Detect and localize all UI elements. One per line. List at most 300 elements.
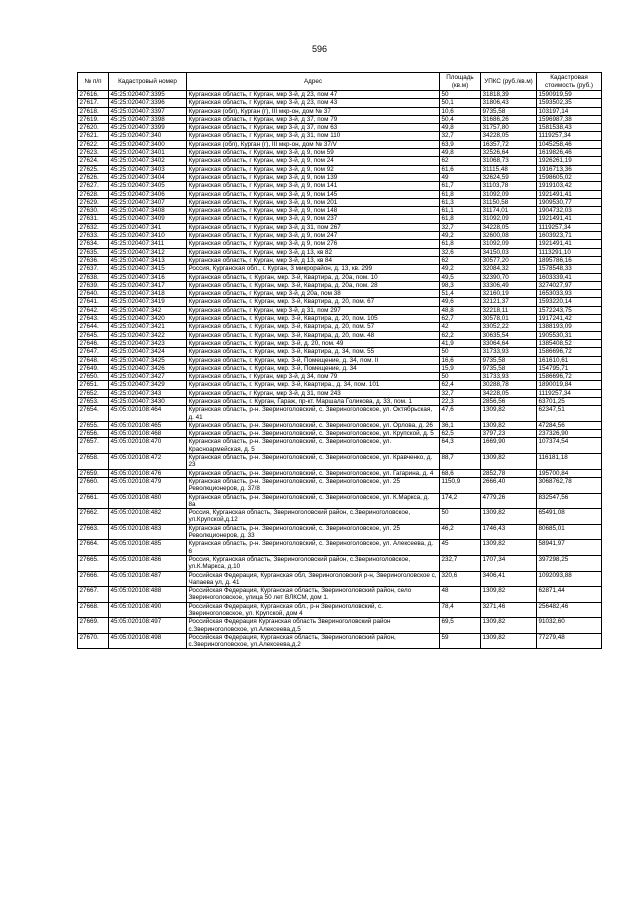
address-cell: Курганская область, г Курган, мкр 3-й, д 37, пом 79 <box>187 115 440 123</box>
cadastral-value-cell: 1904732,03 <box>537 207 602 215</box>
table-row <box>78 381 602 389</box>
row-number-cell: 27628. <box>78 190 109 198</box>
address-cell: Курганская область, г Курган, мкр 3-й, д 9, пом 145 <box>187 190 440 198</box>
address-cell: Курганская (обл), Курган (г), III мкр-он, дом № 37/V <box>187 140 440 148</box>
upks-cell: 31818,39 <box>481 91 537 99</box>
table-row <box>78 198 602 206</box>
table-row <box>78 509 602 525</box>
address-cell: Курганская область, г Курган, мкр 3-й, д 23, пом 47 <box>187 91 440 99</box>
upks-cell: 9735,58 <box>481 356 537 364</box>
column-header: Площадь (кв.м) <box>440 73 481 91</box>
table-row <box>78 182 602 190</box>
cadastral-number-cell: 45:25:020407:3411 <box>109 240 187 248</box>
area-cell: 69,5 <box>440 618 481 634</box>
area-cell: 42 <box>440 323 481 331</box>
area-cell: 61,7 <box>440 182 481 190</box>
row-number-cell: 27657. <box>78 438 109 454</box>
table-row <box>78 364 602 372</box>
row-number-cell: 27641. <box>78 298 109 306</box>
table-row <box>78 540 602 556</box>
cadastral-value-cell: 116181,18 <box>537 454 602 470</box>
upks-cell: 32121,37 <box>481 298 537 306</box>
upks-cell: 33052,22 <box>481 323 537 331</box>
cadastral-number-cell: 45:25:020407:3407 <box>109 198 187 206</box>
upks-cell: 30578,01 <box>481 315 537 323</box>
upks-cell: 32160,19 <box>481 290 537 298</box>
upks-cell: 30577,20 <box>481 256 537 264</box>
cadastral-number-cell: 45:05:020108:486 <box>109 555 187 571</box>
table-row <box>78 306 602 314</box>
cadastral-value-cell: 1921491,41 <box>537 215 602 223</box>
table-row <box>78 190 602 198</box>
address-cell: Российская Федерация, Курганская обл, Звериноголовский р-н, Звериноголовское с, Чапаева ул, д. 41 <box>187 571 440 587</box>
column-header: № п/п <box>78 73 109 91</box>
upks-cell: 33064,64 <box>481 339 537 347</box>
table-row <box>78 493 602 509</box>
area-cell: 50 <box>440 373 481 381</box>
upks-cell: 32600,08 <box>481 232 537 240</box>
cadastral-value-cell: 1603923,71 <box>537 232 602 240</box>
table-row <box>78 571 602 587</box>
area-cell: 22,3 <box>440 397 481 405</box>
cadastral-number-cell: 45:05:020108:465 <box>109 421 187 429</box>
area-cell: 88,7 <box>440 454 481 470</box>
row-number-cell: 27646. <box>78 339 109 347</box>
table-row <box>78 248 602 256</box>
upks-cell: 31092,09 <box>481 240 537 248</box>
row-number-cell: 27667. <box>78 587 109 603</box>
upks-cell: 3406,41 <box>481 571 537 587</box>
table-row <box>78 157 602 165</box>
cadastral-value-cell: 832547,56 <box>537 493 602 509</box>
upks-cell: 2852,78 <box>481 469 537 477</box>
upks-cell: 32526,64 <box>481 149 537 157</box>
cadastral-value-cell: 91032,60 <box>537 618 602 634</box>
row-number-cell: 27648. <box>78 356 109 364</box>
cadastral-number-cell: 45:05:020108:476 <box>109 469 187 477</box>
table-row <box>78 99 602 107</box>
cadastral-number-cell: 45:05:020108:479 <box>109 477 187 493</box>
address-cell: Курганская область, г Курган, мкр 3-й, д 31, пом 243 <box>187 389 440 397</box>
address-cell: Курганская область, г Курган, мкр 3-й, д 37, пом 63 <box>187 124 440 132</box>
area-cell: 49,8 <box>440 124 481 132</box>
upks-cell: 32084,32 <box>481 265 537 273</box>
area-cell: 62,4 <box>440 381 481 389</box>
row-number-cell: 27619. <box>78 115 109 123</box>
area-cell: 32,7 <box>440 132 481 140</box>
address-cell: Курганская область, р-н. Звериноголовский, с. Звериноголовское, ул. Кравченко, д. 23 <box>187 454 440 470</box>
address-cell: Курганская область, г Курган, мкр 3-й, д 31, пом 267 <box>187 223 440 231</box>
table-row <box>78 207 602 215</box>
table-row <box>78 273 602 281</box>
table-row <box>78 91 602 99</box>
row-number-cell: 27617. <box>78 99 109 107</box>
cadastral-number-cell: 45:25:020407:3420 <box>109 315 187 323</box>
area-cell: 49,6 <box>440 298 481 306</box>
cadastral-value-cell: 63701,25 <box>537 397 602 405</box>
cadastral-number-cell: 45:25:020407:3406 <box>109 190 187 198</box>
row-number-cell: 27632. <box>78 223 109 231</box>
cadastral-value-cell: 1917241,42 <box>537 315 602 323</box>
cadastral-number-cell: 45:05:020108:483 <box>109 524 187 540</box>
row-number-cell: 27633. <box>78 232 109 240</box>
cadastral-number-cell: 45:25:020407:3412 <box>109 248 187 256</box>
table-row <box>78 633 602 649</box>
upks-cell: 31103,78 <box>481 182 537 190</box>
row-number-cell: 27653. <box>78 397 109 405</box>
cadastral-value-cell: 1119257,34 <box>537 389 602 397</box>
table-row <box>78 356 602 364</box>
area-cell: 51,4 <box>440 290 481 298</box>
area-cell: 32,7 <box>440 389 481 397</box>
cadastral-number-cell: 45:25:020407:3403 <box>109 165 187 173</box>
cadastral-table <box>77 72 602 649</box>
table-row <box>78 331 602 339</box>
address-cell: Российская Федерация Курганская область Звериноголовский район с.Звериноголовское, ул.Алексеева,д.5 <box>187 618 440 634</box>
cadastral-value-cell: 161610,61 <box>537 356 602 364</box>
address-cell: Курганская область, г Курган, мкр 3-й, д 9, пом 201 <box>187 198 440 206</box>
cadastral-value-cell: 1593502,35 <box>537 99 602 107</box>
area-cell: 174,2 <box>440 493 481 509</box>
address-cell: Курганская (обл), Курган (г), III мкр-он, дом № 37 <box>187 107 440 115</box>
upks-cell: 31733,93 <box>481 373 537 381</box>
cadastral-number-cell: 45:25:020407:3410 <box>109 232 187 240</box>
cadastral-value-cell: 1586696,72 <box>537 373 602 381</box>
row-number-cell: 27638. <box>78 273 109 281</box>
cadastral-number-cell: 45:25:020407:3397 <box>109 107 187 115</box>
upks-cell: 1669,90 <box>481 438 537 454</box>
cadastral-number-cell: 45:25:020407:3398 <box>109 115 187 123</box>
address-cell: Россия, Курганская область, Звериноголовский район, с.Звериноголовское, ул.К.Маркса, д.10 <box>187 555 440 571</box>
upks-cell: 31174,01 <box>481 207 537 215</box>
address-cell: Курганская область, г Курган, мкр 3-й, д 9, пом 237 <box>187 215 440 223</box>
cadastral-number-cell: 45:25:020407:3413 <box>109 256 187 264</box>
upks-cell: 31686,26 <box>481 115 537 123</box>
address-cell: Курганская область, г Курган, мкр 3-й, д 31, пом 110 <box>187 132 440 140</box>
address-cell: Курганская область, г. Курган, мкр. 3-й, Помещение, д. 34 <box>187 364 440 372</box>
area-cell: 61,1 <box>440 207 481 215</box>
cadastral-value-cell: 1113291,10 <box>537 248 602 256</box>
area-cell: 49,2 <box>440 265 481 273</box>
row-number-cell: 27665. <box>78 555 109 571</box>
address-cell: Россия, Курганская область, Звериноголовский район, с.Звериноголовское, ул.Крупской,д.12 <box>187 509 440 525</box>
area-cell: 49 <box>440 173 481 181</box>
cadastral-number-cell: 45:25:020407:3423 <box>109 339 187 347</box>
upks-cell: 1309,82 <box>481 587 537 603</box>
address-cell: Курганская область, р-н. Звериноголовский, с. Звериноголовское, ул. Красноармейская, д. 5 <box>187 438 440 454</box>
table-row <box>78 315 602 323</box>
upks-cell: 1309,82 <box>481 618 537 634</box>
address-cell: Курганская область, г. Курган, мкр. 3-й, Квартира, д. 20а, пом. 10 <box>187 273 440 281</box>
cadastral-number-cell: 45:05:020108:464 <box>109 406 187 422</box>
cadastral-value-cell: 1909530,77 <box>537 198 602 206</box>
upks-cell: 3797,23 <box>481 430 537 438</box>
cadastral-number-cell: 45:25:020407:3417 <box>109 281 187 289</box>
cadastral-value-cell: 1926261,19 <box>537 157 602 165</box>
upks-cell: 33306,49 <box>481 281 537 289</box>
cadastral-value-cell: 1385408,52 <box>537 339 602 347</box>
area-cell: 49,2 <box>440 232 481 240</box>
row-number-cell: 27659. <box>78 469 109 477</box>
address-cell: Курганская область, г Курган, мкр 3-й, д 9, пом 141 <box>187 182 440 190</box>
row-number-cell: 27620. <box>78 124 109 132</box>
upks-cell: 31092,09 <box>481 215 537 223</box>
address-cell: Курганская область, г. Курган, мкр. 3-й, Квартира, д. 20, пом. 48 <box>187 331 440 339</box>
area-cell: 61,3 <box>440 198 481 206</box>
cadastral-value-cell: 1890019,84 <box>537 381 602 389</box>
cadastral-value-cell: 1586696,72 <box>537 348 602 356</box>
address-cell: Курганская область, р-н. Звериноголовский, с. Звериноголовское, ул. Орлова, д. 26 <box>187 421 440 429</box>
cadastral-number-cell: 45:25:020407:342 <box>109 306 187 314</box>
cadastral-number-cell: 45:05:020108:485 <box>109 540 187 556</box>
row-number-cell: 27644. <box>78 323 109 331</box>
cadastral-number-cell: 45:25:020407:3427 <box>109 373 187 381</box>
upks-cell: 9735,58 <box>481 107 537 115</box>
area-cell: 78,4 <box>440 602 481 618</box>
address-cell: Курганская область, г Курган, мкр 3-й, д 31, пом 297 <box>187 306 440 314</box>
cadastral-value-cell: 154795,71 <box>537 364 602 372</box>
area-cell: 61,6 <box>440 165 481 173</box>
address-cell: Курганская область, г. Курган, мкр. 3-й, Квартира, д. 20, пом. 57 <box>187 323 440 331</box>
address-cell: Курганская область, г. Курган, Гараж, пр-кт. Маршала Голикова, д. 33, пом. 1 <box>187 397 440 405</box>
row-number-cell: 27625. <box>78 165 109 173</box>
address-cell: Курганская область, р-н. Звериноголовский, с. Звериноголовское, ул. Октябрьская, д. 41 <box>187 406 440 422</box>
row-number-cell: 27651. <box>78 381 109 389</box>
upks-cell: 34228,05 <box>481 223 537 231</box>
area-cell: 63,9 <box>440 140 481 148</box>
row-number-cell: 27661. <box>78 493 109 509</box>
upks-cell: 31757,80 <box>481 124 537 132</box>
table-row <box>78 298 602 306</box>
cadastral-number-cell: 45:25:020407:341 <box>109 223 187 231</box>
table-row <box>78 132 602 140</box>
row-number-cell: 27637. <box>78 265 109 273</box>
cadastral-number-cell: 45:25:020407:3421 <box>109 323 187 331</box>
address-cell: Курганская область, г Курган, мкр 3-й, д 9, пом 276 <box>187 240 440 248</box>
area-cell: 49,5 <box>440 273 481 281</box>
row-number-cell: 27634. <box>78 240 109 248</box>
upks-cell: 1746,43 <box>481 524 537 540</box>
row-number-cell: 27647. <box>78 348 109 356</box>
table-row <box>78 115 602 123</box>
row-number-cell: 27652. <box>78 389 109 397</box>
cadastral-number-cell: 45:25:020407:3419 <box>109 298 187 306</box>
cadastral-value-cell: 1921491,41 <box>537 190 602 198</box>
row-number-cell: 27664. <box>78 540 109 556</box>
cadastral-number-cell: 45:25:020407:3405 <box>109 182 187 190</box>
row-number-cell: 27662. <box>78 509 109 525</box>
row-number-cell: 27631. <box>78 215 109 223</box>
area-cell: 62,2 <box>440 331 481 339</box>
cadastral-number-cell: 45:25:020407:3402 <box>109 157 187 165</box>
area-cell: 62,7 <box>440 315 481 323</box>
cadastral-value-cell: 107374,54 <box>537 438 602 454</box>
area-cell: 16,6 <box>440 356 481 364</box>
table-row <box>78 290 602 298</box>
cadastral-number-cell: 45:05:020108:497 <box>109 618 187 634</box>
cadastral-value-cell: 1895786,16 <box>537 256 602 264</box>
area-cell: 47,6 <box>440 406 481 422</box>
upks-cell: 31806,43 <box>481 99 537 107</box>
cadastral-value-cell: 80685,01 <box>537 524 602 540</box>
upks-cell: 1309,82 <box>481 540 537 556</box>
cadastral-number-cell: 45:05:020108:490 <box>109 602 187 618</box>
address-cell: Курганская область, г. Курган, мкр. 3-й, Квартира, д. 20, пом. 105 <box>187 315 440 323</box>
row-number-cell: 27654. <box>78 406 109 422</box>
upks-cell: 1309,82 <box>481 454 537 470</box>
cadastral-value-cell: 1603339,41 <box>537 273 602 281</box>
area-cell: 46,2 <box>440 524 481 540</box>
table-header-row <box>78 73 602 91</box>
upks-cell: 31092,09 <box>481 190 537 198</box>
table-row <box>78 389 602 397</box>
cadastral-value-cell: 256482,46 <box>537 602 602 618</box>
row-number-cell: 27655. <box>78 421 109 429</box>
cadastral-value-cell: 237326,90 <box>537 430 602 438</box>
row-number-cell: 27639. <box>78 281 109 289</box>
cadastral-value-cell: 1578548,33 <box>537 265 602 273</box>
table-row <box>78 348 602 356</box>
table-row <box>78 454 602 470</box>
cadastral-value-cell: 1919103,42 <box>537 182 602 190</box>
address-cell: Российская Федерация, Курганская область, Звериноголовский район, с.Звериноголовское, ул.Алексеева,д.2 <box>187 633 440 649</box>
address-cell: Курганская область, г. Курган, мкр. 3-й, Квартира, д. 20а, пом. 28 <box>187 281 440 289</box>
area-cell: 64,3 <box>440 438 481 454</box>
row-number-cell: 27670. <box>78 633 109 649</box>
area-cell: 232,7 <box>440 555 481 571</box>
upks-cell: 34150,03 <box>481 248 537 256</box>
cadastral-value-cell: 1119257,34 <box>537 223 602 231</box>
cadastral-value-cell: 62347,51 <box>537 406 602 422</box>
area-cell: 98,3 <box>440 281 481 289</box>
address-cell: Курганская область, г Курган, мкр 3-й, д 20а, пом 38 <box>187 290 440 298</box>
cadastral-number-cell: 45:25:020407:3409 <box>109 215 187 223</box>
address-cell: Россия, Курганская обл., г. Курган, 3 микрорайон, д. 13, кв. 299 <box>187 265 440 273</box>
cadastral-number-cell: 45:25:020407:3408 <box>109 207 187 215</box>
cadastral-number-cell: 45:25:020407:340 <box>109 132 187 140</box>
area-cell: 61,8 <box>440 215 481 223</box>
area-cell: 1150,9 <box>440 477 481 493</box>
area-cell: 50,4 <box>440 115 481 123</box>
table-row <box>78 140 602 148</box>
cadastral-number-cell: 45:05:020108:482 <box>109 509 187 525</box>
cadastral-number-cell: 45:25:020407:3415 <box>109 265 187 273</box>
address-cell: Курганская область, г Курган, мкр 3-й, д 9, пом 148 <box>187 207 440 215</box>
row-number-cell: 27618. <box>78 107 109 115</box>
cadastral-number-cell: 45:05:020108:470 <box>109 438 187 454</box>
address-cell: Курганская область, г Курган, мкр 3-й, д 23, пом 43 <box>187 99 440 107</box>
address-cell: Курганская область, р-н. Звериноголовский, с. Звериноголовское, ул. Алексеева, д. 6 <box>187 540 440 556</box>
area-cell: 41,9 <box>440 339 481 347</box>
table-row <box>78 173 602 181</box>
cadastral-value-cell: 47284,56 <box>537 421 602 429</box>
table-row <box>78 149 602 157</box>
table-row <box>78 339 602 347</box>
upks-cell: 16357,72 <box>481 140 537 148</box>
cadastral-value-cell: 3274027,97 <box>537 281 602 289</box>
cadastral-value-cell: 77279,48 <box>537 633 602 649</box>
row-number-cell: 27616. <box>78 91 109 99</box>
table-row <box>78 223 602 231</box>
row-number-cell: 27622. <box>78 140 109 148</box>
upks-cell: 9735,58 <box>481 364 537 372</box>
address-cell: Курганская область, р-н. Звериноголовский, с. Звериноголовское, ул. К.Маркса, д. 8а <box>187 493 440 509</box>
table-row <box>78 618 602 634</box>
table-row <box>78 397 602 405</box>
cadastral-value-cell: 1598605,02 <box>537 173 602 181</box>
address-cell: Курганская область, г Курган, мкр 3-й, д 9, пом 24 <box>187 157 440 165</box>
table-row <box>78 107 602 115</box>
row-number-cell: 27663. <box>78 524 109 540</box>
row-number-cell: 27650. <box>78 373 109 381</box>
cadastral-number-cell: 45:05:020108:480 <box>109 493 187 509</box>
row-number-cell: 27624. <box>78 157 109 165</box>
row-number-cell: 27635. <box>78 248 109 256</box>
column-header: УПКС (руб./кв.м) <box>481 73 537 91</box>
upks-cell: 1707,34 <box>481 555 537 571</box>
upks-cell: 30288,78 <box>481 381 537 389</box>
table-row <box>78 281 602 289</box>
row-number-cell: 27668. <box>78 602 109 618</box>
cadastral-value-cell: 1596987,38 <box>537 115 602 123</box>
row-number-cell: 27629. <box>78 198 109 206</box>
table-row <box>78 477 602 493</box>
table-row <box>78 587 602 603</box>
cadastral-value-cell: 1593220,14 <box>537 298 602 306</box>
address-cell: Курганская область, г. Курган, мкр. 3-й, Квартира., д. 34, пом. 101 <box>187 381 440 389</box>
cadastral-value-cell: 1581538,43 <box>537 124 602 132</box>
cadastral-value-cell: 1905530,31 <box>537 331 602 339</box>
upks-cell: 31733,93 <box>481 348 537 356</box>
area-cell: 48,8 <box>440 306 481 314</box>
cadastral-value-cell: 58941,97 <box>537 540 602 556</box>
cadastral-value-cell: 62871,44 <box>537 587 602 603</box>
area-cell: 62 <box>440 256 481 264</box>
row-number-cell: 27658. <box>78 454 109 470</box>
upks-cell: 2666,40 <box>481 477 537 493</box>
area-cell: 32,6 <box>440 248 481 256</box>
cadastral-number-cell: 45:05:020108:498 <box>109 633 187 649</box>
cadastral-value-cell: 195700,84 <box>537 469 602 477</box>
table-row <box>78 323 602 331</box>
address-cell: Российская Федерация, Курганская обл., р-н Звериноголовский, с. Звериноголовское, ул. Крупской, дом 4 <box>187 602 440 618</box>
cadastral-value-cell: 1653033,93 <box>537 290 602 298</box>
upks-cell: 1309,82 <box>481 406 537 422</box>
cadastral-value-cell: 397298,25 <box>537 555 602 571</box>
upks-cell: 1309,82 <box>481 421 537 429</box>
address-cell: Курганская область, г Курган, мкр 3-й, д 9, пом 92 <box>187 165 440 173</box>
cadastral-number-cell: 45:25:020407:3429 <box>109 381 187 389</box>
upks-cell: 34228,05 <box>481 389 537 397</box>
upks-cell: 1309,82 <box>481 509 537 525</box>
area-cell: 50,1 <box>440 99 481 107</box>
column-header: Кадастровая стоимость (руб.) <box>537 73 602 91</box>
area-cell: 68,6 <box>440 469 481 477</box>
table-row <box>78 406 602 422</box>
row-number-cell: 27649. <box>78 364 109 372</box>
area-cell: 61,8 <box>440 240 481 248</box>
cadastral-value-cell: 1119257,34 <box>537 132 602 140</box>
cadastral-value-cell: 1916713,36 <box>537 165 602 173</box>
address-cell: Курганская область, г. Курган, мкр. 3-й, д. 20, пом. 49 <box>187 339 440 347</box>
cadastral-value-cell: 1572243,75 <box>537 306 602 314</box>
area-cell: 49,8 <box>440 149 481 157</box>
row-number-cell: 27642. <box>78 306 109 314</box>
cadastral-number-cell: 45:25:020407:3422 <box>109 331 187 339</box>
address-cell: Курганская область, г. Курган, мкр. 3-й, Помещение, д. 34, пом. II <box>187 356 440 364</box>
area-cell: 62,5 <box>440 430 481 438</box>
address-cell: Курганская область, р-н. Звериноголовский, с. Звериноголовское, ул. Крупской, д. 5 <box>187 430 440 438</box>
